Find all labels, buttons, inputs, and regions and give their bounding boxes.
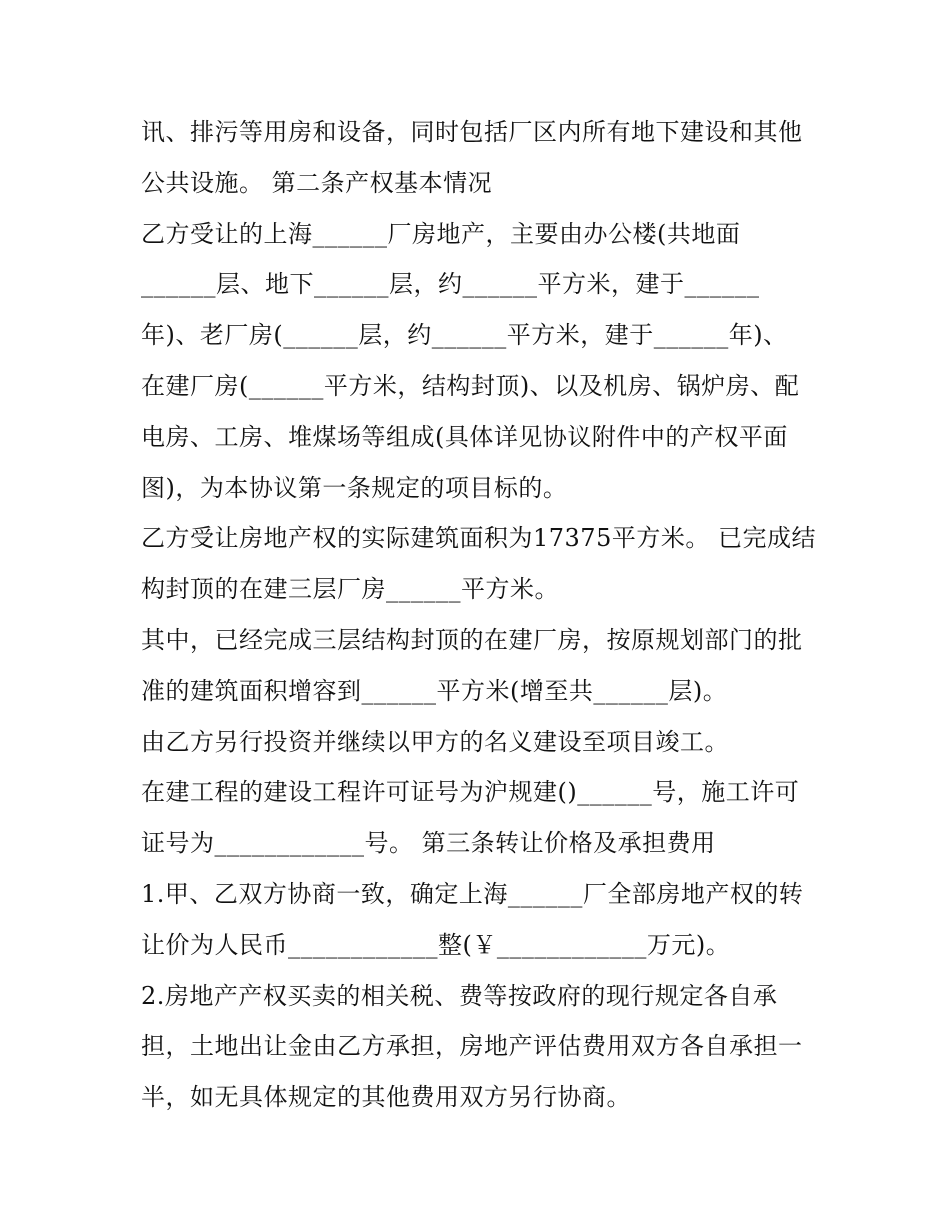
text-line: 其中，已经完成三层结构封顶的在建厂房，按原规划部门的批: [141, 625, 803, 654]
text-line: 在建厂房(______平方米，结构封顶)、以及机房、锅炉房、配: [141, 371, 800, 400]
text-line: 构封顶的在建三层厂房______平方米。: [141, 575, 559, 604]
text-line: 半，如无具体规定的其他费用双方另行协商。: [141, 1083, 631, 1112]
text-line: ______层、地下______层，约______平方米，建于______: [141, 270, 760, 299]
text-line: 图)，为本协议第一条规定的项目标的。: [141, 473, 568, 502]
text-line: 讯、排污等用房和设备，同时包括厂区内所有地下建设和其他: [141, 118, 803, 146]
text-line: 担，土地出让金由乙方承担，房地产评估费用双方各自承担一: [141, 1032, 803, 1061]
text-line: 证号为____________号。 第三条转让价格及承担费用: [141, 829, 716, 858]
text-line: 1.甲、乙双方协商一致，确定上海______厂全部房地产权的转: [141, 879, 804, 908]
text-line: 2.房地产产权买卖的相关税、费等按政府的现行规定各自承: [141, 981, 778, 1010]
text-line: 电房、工房、堆煤场等组成(具体详见协议附件中的产权平面: [141, 422, 788, 451]
text-line: 让价为人民币____________整(￥____________万元)。: [141, 930, 731, 959]
text-line: 公共设施。 第二条产权基本情况: [141, 168, 493, 197]
text-line: 在建工程的建设工程许可证号为沪规建()______号，施工许可: [141, 778, 800, 807]
text-line: 由乙方另行投资并继续以甲方的名义建设至项目竣工。: [141, 727, 729, 756]
text-line: 年)、老厂房(______层，约______平方米，建于______年)、: [141, 321, 788, 350]
text-line: 乙方受让房地产权的实际建筑面积为17375平方米。 已完成结: [141, 524, 816, 553]
text-line: 乙方受让的上海______厂房地产，主要由办公楼(共地面: [141, 219, 741, 248]
text-line: 准的建筑面积增容到______平方米(增至共______层)。: [141, 676, 728, 705]
contract-text: [141, 107, 821, 1123]
